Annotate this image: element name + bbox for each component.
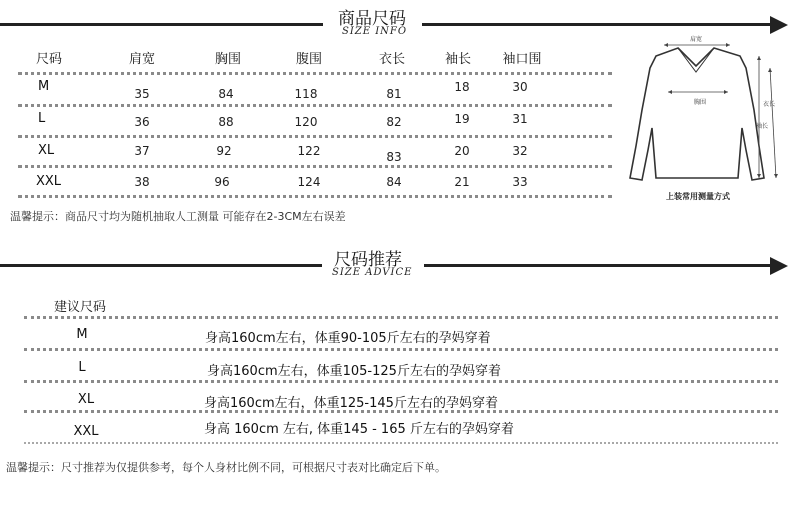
cell-waist: 120 [294,115,318,129]
table-separator [18,135,612,138]
chest-label: 胸围 [694,99,707,106]
size-info-subtitle: SIZE INFO [342,26,408,37]
cell-size: L [38,111,46,126]
diagram-caption: 上装常用测量方式 [666,192,730,201]
cell-chest: 96 [214,175,230,189]
col-header-shoulder: 肩宽 [128,52,156,67]
advice-size: XXL [73,424,99,439]
size-advice-title: 尺码推荐 [334,250,402,270]
cell-sleeve: 19 [454,112,470,126]
table-separator [18,72,612,75]
table-separator [18,195,612,198]
cell-size: XL [38,143,55,158]
cell-cuff: 32 [512,144,528,158]
advice-text: 身高160cm左右，体重105-125斤左右的孕妈穿着 [207,364,501,379]
size-advice-note: 温馨提示：尺寸推荐为仅提供参考，每个人身材比例不同，可根据尺寸表对比确定后下单。 [6,461,446,474]
size-info-note: 温馨提示：商品尺寸均为随机抽取人工测量 可能存在2-3CM左右误差 [10,210,346,223]
header-rule-left [0,23,323,26]
cell-waist: 124 [297,175,321,189]
col-header-cuff: 袖口围 [502,52,542,67]
advice-header: 建议尺码 [54,300,107,315]
size-info-title: 商品尺码 [338,9,406,29]
advice-separator [24,316,778,319]
col-header-length: 衣长 [378,52,406,67]
header-rule-arrow [770,257,788,275]
shoulder-label: 肩宽 [690,36,703,43]
cell-shoulder: 35 [134,87,150,101]
cell-sleeve: 18 [454,80,470,94]
advice-size: XL [77,392,95,407]
col-header-waist: 腹围 [295,52,323,67]
cell-waist: 122 [297,144,321,158]
header-rule-right [424,264,778,267]
cell-size: M [38,79,50,94]
sleeve-label: 袖长 [756,123,769,130]
cell-cuff: 31 [512,112,528,126]
sleeve-arrow-top [768,68,772,72]
advice-separator [24,348,778,351]
shoulder-arrow-left [664,43,668,47]
table-separator [18,104,612,107]
size-advice-subtitle: SIZE ADVICE [332,267,413,278]
cell-length: 84 [386,175,402,189]
advice-separator [24,442,778,444]
garment-outline [630,48,764,180]
col-header-sleeve: 袖长 [444,52,472,67]
garment-diagram-svg [616,28,790,213]
table-separator [18,165,612,168]
sleeve-arrow-bottom [774,174,778,178]
cell-waist: 118 [294,87,318,101]
col-header-size: 尺码 [36,52,63,67]
cell-chest: 88 [218,115,234,129]
sleeve-measure-line [770,68,776,178]
col-header-chest: 胸围 [214,52,242,67]
cell-sleeve: 20 [454,144,470,158]
cell-chest: 84 [218,87,234,101]
advice-separator [24,410,778,413]
cell-sleeve: 21 [454,175,470,189]
cell-shoulder: 37 [134,144,150,158]
advice-separator [24,380,778,383]
header-rule-left [0,264,322,267]
advice-text: 身高160cm左右，体重90-105斤左右的孕妈穿着 [205,331,491,346]
cell-cuff: 30 [512,80,528,94]
advice-text: 身高160cm左右，体重125-145斤左右的孕妈穿着 [204,396,498,411]
cell-cuff: 33 [512,175,528,189]
cell-length: 83 [386,150,402,164]
advice-size: M [76,327,88,342]
length-label: 衣长 [763,101,776,108]
garment-measurement-diagram [616,28,790,213]
cell-length: 82 [386,115,402,129]
length-arrow-top [757,56,761,60]
cell-shoulder: 36 [134,115,150,129]
shoulder-arrow-right [726,43,730,47]
cell-size: XXL [36,174,62,189]
advice-size: L [78,360,86,375]
cell-length: 81 [386,87,402,101]
header-rule-right [422,23,778,26]
cell-chest: 92 [216,144,232,158]
advice-text: 身高 160cm 左右, 体重145 - 165 斤左右的孕妈穿着 [204,422,514,437]
cell-shoulder: 38 [134,175,150,189]
